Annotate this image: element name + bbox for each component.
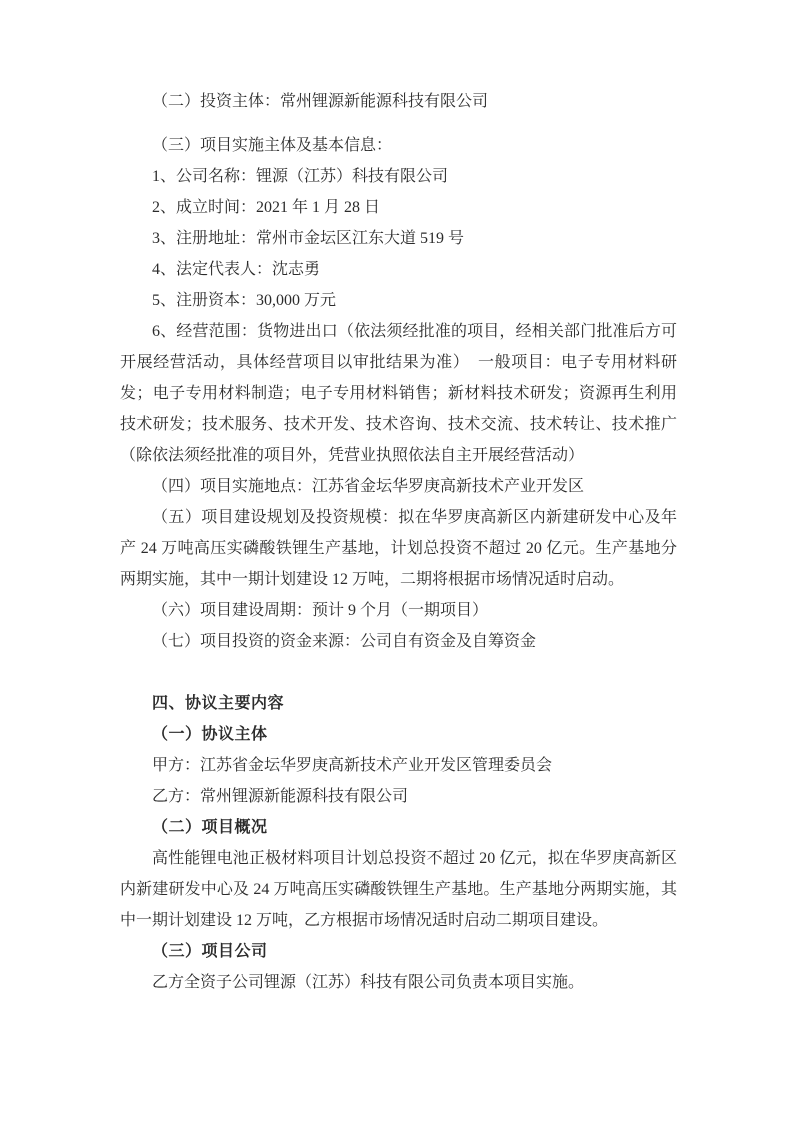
section-heading: 四、协议主要内容: [152, 695, 285, 712]
section-heading: （二）项目概况: [152, 819, 268, 836]
body-paragraph: 乙方全资子公司锂源（江苏）科技有限公司负责本项目实施。: [152, 974, 585, 991]
body-paragraph: 甲方：江苏省金坛华罗庚高新技术产业开发区管理委员会: [152, 757, 553, 774]
section-heading: （一）协议主体: [152, 726, 268, 743]
body-paragraph: （四）项目实施地点：江苏省金坛华罗庚高新技术产业开发区: [152, 478, 585, 495]
body-paragraph: 5、注册资本：30,000 万元: [152, 292, 337, 309]
body-paragraph: 1、公司名称：锂源（江苏）科技有限公司: [152, 168, 449, 185]
body-paragraph: （二）投资主体：常州锂源新能源科技有限公司: [152, 93, 489, 110]
body-paragraph: （五）项目建设规划及投资规模：拟在华罗庚高新区内新建研发中心及年产 24 万吨高压实磷酸铁锂生产基地，计划总投资不超过 20 亿元。生产基地分两期实施，其中一期计划建设 12 万吨，二期将根据市场情况适时启动。: [120, 509, 677, 588]
body-paragraph: 2、成立时间：2021 年 1 月 28 日: [152, 199, 381, 216]
body-paragraph: （六）项目建设周期：预计 9 个月（一期项目）: [152, 602, 489, 619]
body-paragraph: 4、法定代表人：沈志勇: [152, 261, 321, 278]
blank-line: [120, 657, 677, 688]
body-paragraph: （七）项目投资的资金来源：公司自有资金及自筹资金: [152, 633, 537, 650]
document-content: [120, 86, 677, 998]
section-heading: （三）项目公司: [152, 943, 268, 960]
body-paragraph: 6、经营范围：货物进出口（依法须经批准的项目，经相关部门批准后方可开展经营活动，具体经营项目以审批结果为准） 一般项目：电子专用材料研发；电子专用材料制造；电子专用材料销售；新材料技术研发；资源再生利用技术研发；技术服务、技术开发、技术咨询、技术交流、技术转让、技术推广（除依法须经批准的项目外，凭营业执照依法自主开展经营活动）: [120, 323, 677, 464]
body-paragraph: 乙方：常州锂源新能源科技有限公司: [152, 788, 409, 805]
body-paragraph: 3、注册地址：常州市金坛区江东大道 519 号: [152, 230, 465, 247]
body-paragraph: 高性能锂电池正极材料项目计划总投资不超过 20 亿元，拟在华罗庚高新区内新建研发中心及 24 万吨高压实磷酸铁锂生产基地。生产基地分两期实施，其中一期计划建设 12 万吨，乙方根据市场情况适时启动二期项目建设。: [120, 850, 677, 929]
body-paragraph: （三）项目实施主体及基本信息：: [152, 137, 393, 154]
